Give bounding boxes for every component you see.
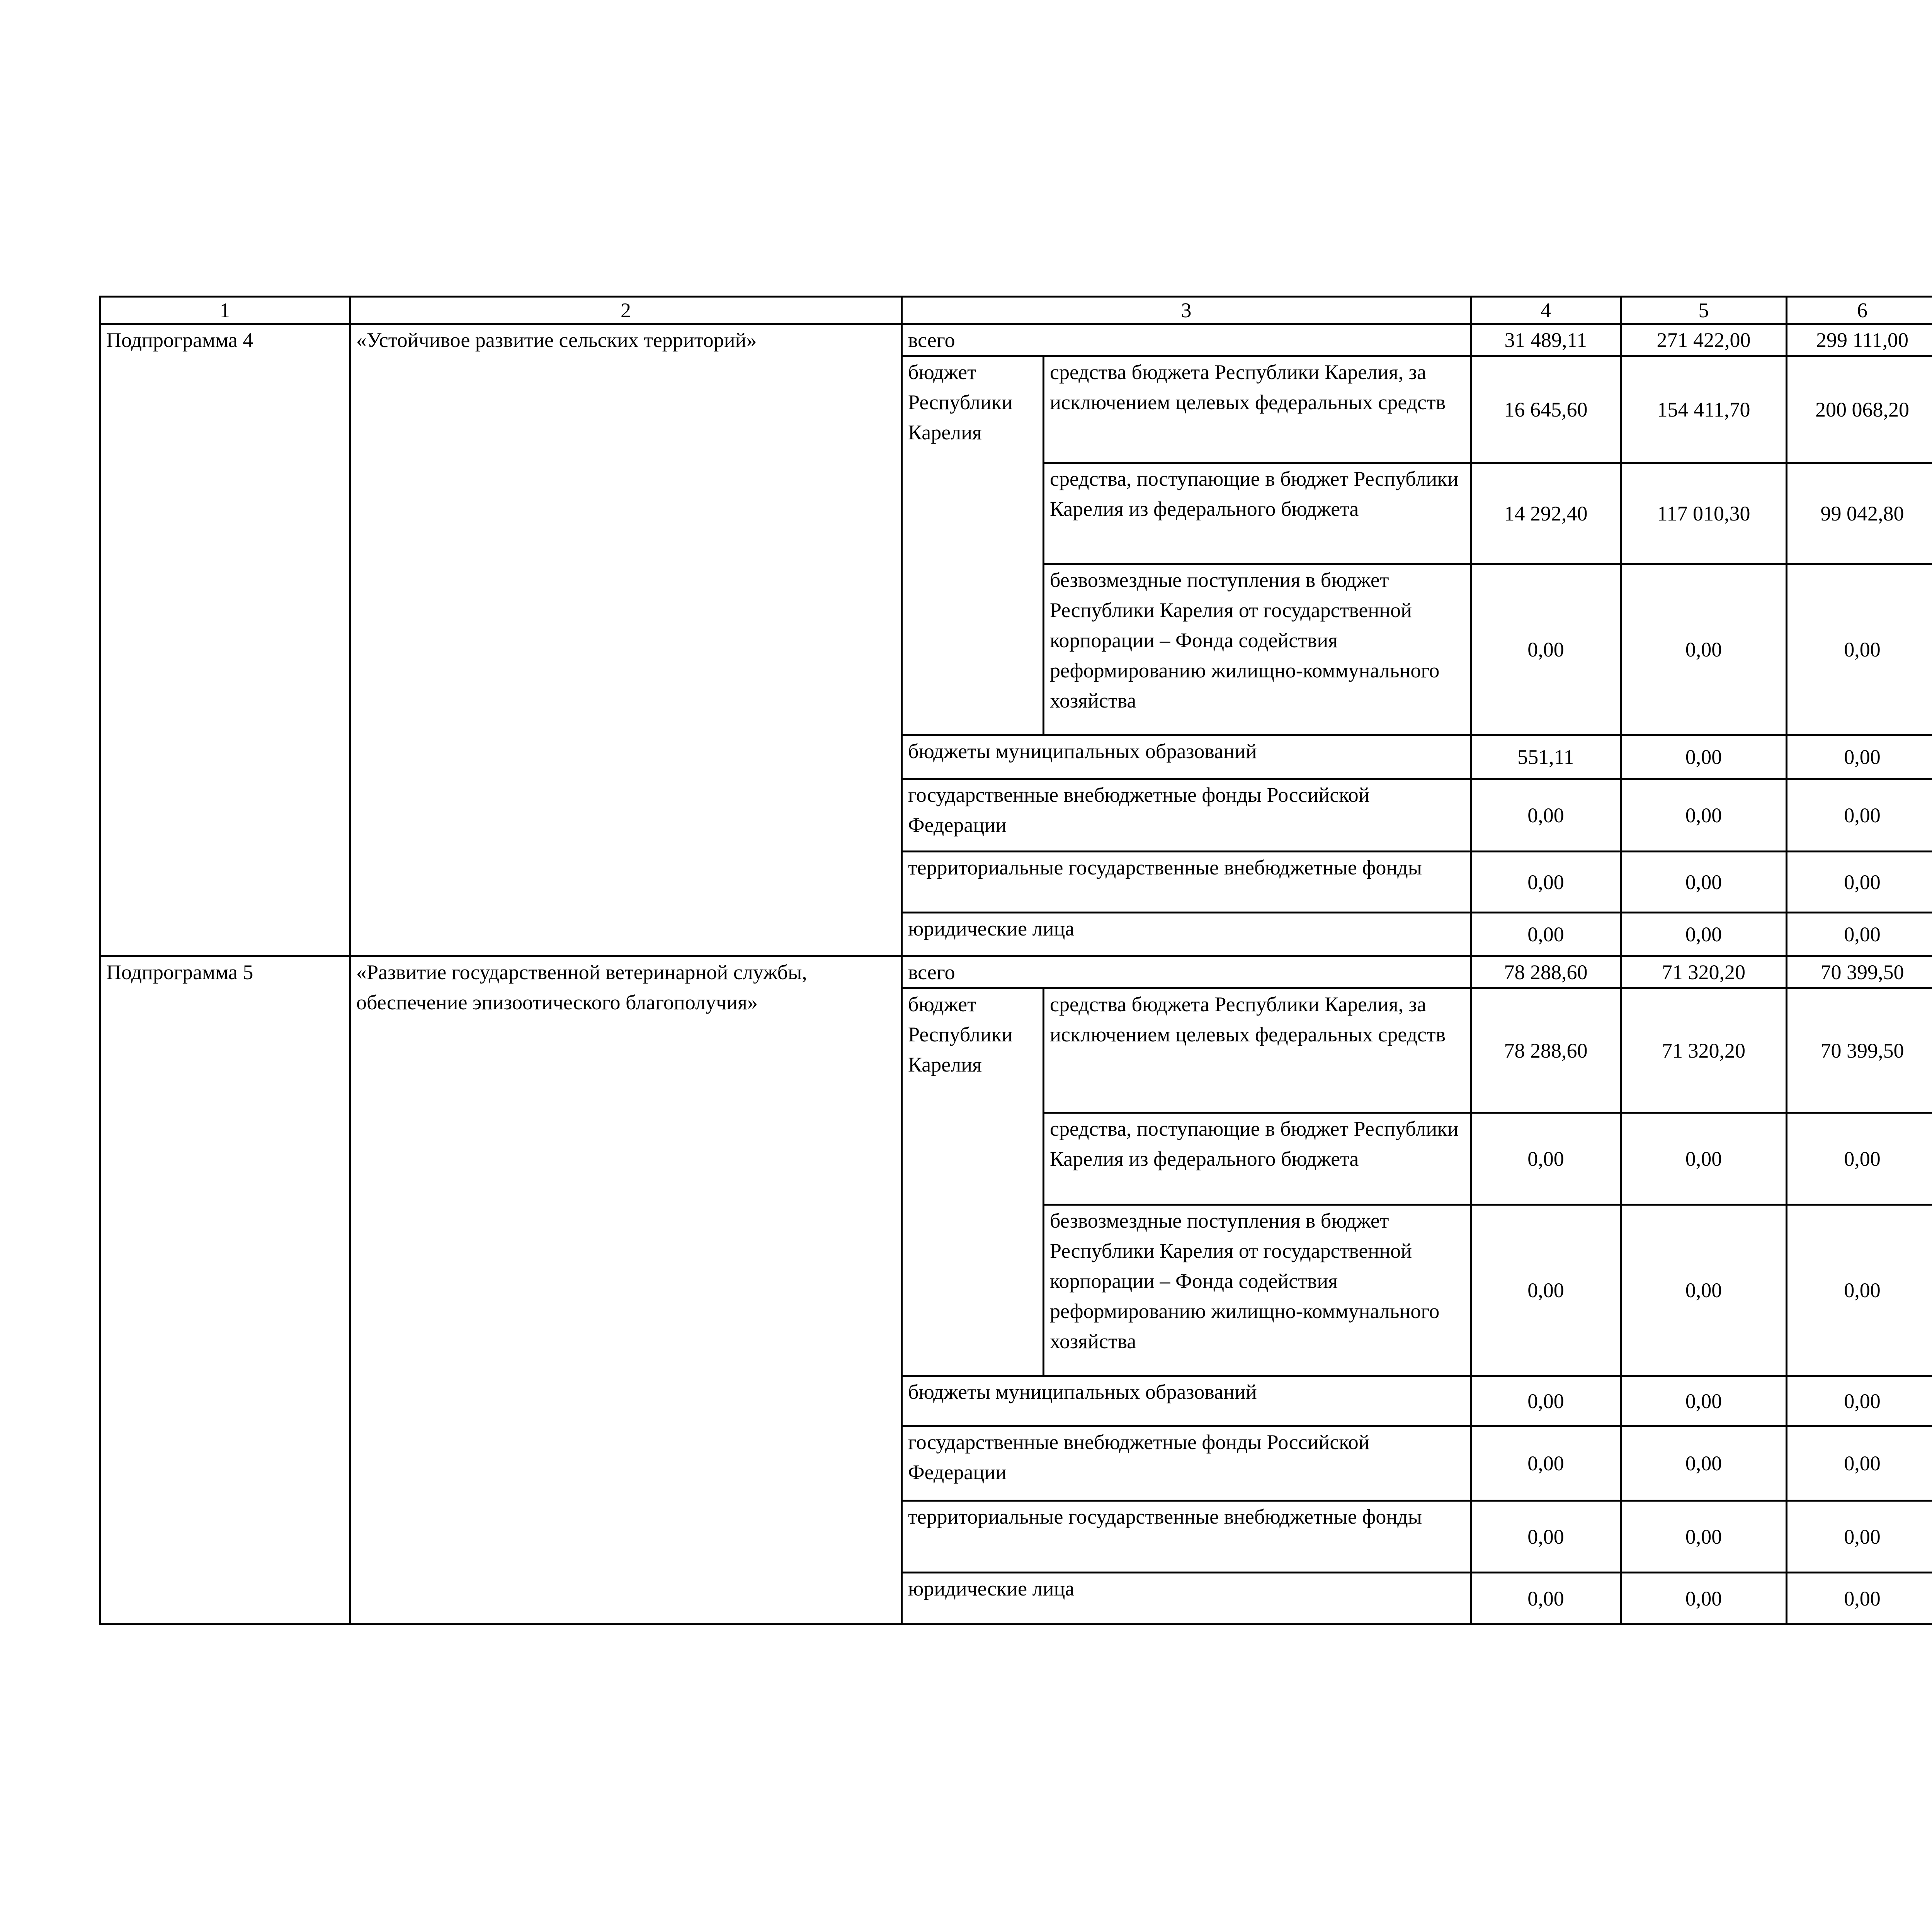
value-cell: 0,00 [1621, 1573, 1787, 1624]
value-cell: 0,00 [1787, 1573, 1932, 1624]
value-cell: 0,00 [1787, 913, 1932, 956]
value-cell: 0,00 [1621, 1376, 1787, 1426]
value-cell: 0,00 [1471, 1573, 1621, 1624]
value-cell: 0,00 [1621, 1113, 1787, 1205]
column-number: 1 [100, 297, 350, 324]
value-cell: 0,00 [1621, 852, 1787, 913]
value-cell: 0,00 [1621, 913, 1787, 956]
value-cell: 0,00 [1621, 1205, 1787, 1376]
value-cell: 0,00 [1471, 1501, 1621, 1573]
value-cell: 0,00 [1787, 735, 1932, 779]
total-label: всего [902, 956, 1471, 988]
subprogram-code: Подпрограмма 4 [100, 324, 350, 956]
source-label: средства бюджета Республики Карелия, за исключением целевых федеральных средств [1044, 988, 1471, 1113]
value-cell: 31 489,11 [1471, 324, 1621, 356]
value-cell: 551,11 [1471, 735, 1621, 779]
value-cell: 78 288,60 [1471, 956, 1621, 988]
value-cell: 0,00 [1621, 1426, 1787, 1501]
value-cell: 0,00 [1787, 1113, 1932, 1205]
source-label: средства, поступающие в бюджет Республики Карелия из федерального бюджета [1044, 463, 1471, 564]
column-number: 3 [902, 297, 1471, 324]
row-total [100, 324, 1932, 356]
value-cell: 0,00 [1471, 913, 1621, 956]
value-cell: 0,00 [1787, 564, 1932, 735]
column-number: 2 [350, 297, 902, 324]
financing-table [99, 296, 1932, 1625]
value-cell: 0,00 [1787, 779, 1932, 852]
source-label: территориальные государственные внебюджетные фонды [902, 852, 1471, 913]
value-cell: 0,00 [1471, 852, 1621, 913]
source-label: государственные внебюджетные фонды Российской Федерации [902, 1426, 1471, 1501]
source-label: юридические лица [902, 1573, 1471, 1624]
value-cell: 0,00 [1787, 1205, 1932, 1376]
value-cell: 200 068,20 [1787, 356, 1932, 463]
source-label: средства, поступающие в бюджет Республики Карелия из федерального бюджета [1044, 1113, 1471, 1205]
value-cell: 271 422,00 [1621, 324, 1787, 356]
subprogram-title: «Развитие государственной ветеринарной службы, обеспечение эпизоотического благополучия» [350, 956, 902, 1624]
value-cell: 0,00 [1621, 1501, 1787, 1573]
value-cell: 0,00 [1471, 1426, 1621, 1501]
value-cell: 0,00 [1471, 1113, 1621, 1205]
source-label: бюджеты муниципальных образований [902, 1376, 1471, 1426]
value-cell: 71 320,20 [1621, 956, 1787, 988]
regional-budget-label: бюджет Республики Карелия [902, 356, 1044, 735]
value-cell: 14 292,40 [1471, 463, 1621, 564]
source-label: государственные внебюджетные фонды Российской Федерации [902, 779, 1471, 852]
column-number: 5 [1621, 297, 1787, 324]
value-cell: 0,00 [1621, 779, 1787, 852]
value-cell: 70 399,50 [1787, 956, 1932, 988]
value-cell: 299 111,00 [1787, 324, 1932, 356]
value-cell: 99 042,80 [1787, 463, 1932, 564]
value-cell: 0,00 [1621, 735, 1787, 779]
row-total [100, 956, 1932, 988]
subprogram-code: Подпрограмма 5 [100, 956, 350, 1624]
value-cell: 0,00 [1787, 1426, 1932, 1501]
value-cell: 0,00 [1787, 1376, 1932, 1426]
value-cell: 71 320,20 [1621, 988, 1787, 1113]
value-cell: 154 411,70 [1621, 356, 1787, 463]
source-label: средства бюджета Республики Карелия, за исключением целевых федеральных средств [1044, 356, 1471, 463]
source-label: юридические лица [902, 913, 1471, 956]
value-cell: 117 010,30 [1621, 463, 1787, 564]
column-number: 4 [1471, 297, 1621, 324]
source-label: территориальные государственные внебюджетные фонды [902, 1501, 1471, 1573]
subprogram-title: «Устойчивое развитие сельских территорий» [350, 324, 902, 956]
value-cell: 0,00 [1621, 564, 1787, 735]
source-label: безвозмездные поступления в бюджет Республики Карелия от государственной корпорации – Фонда содействия реформированию жилищно-коммунального хозяйства [1044, 1205, 1471, 1376]
value-cell: 16 645,60 [1471, 356, 1621, 463]
value-cell: 0,00 [1471, 1376, 1621, 1426]
value-cell: 0,00 [1471, 564, 1621, 735]
source-label: бюджеты муниципальных образований [902, 735, 1471, 779]
value-cell: 0,00 [1471, 779, 1621, 852]
regional-budget-label: бюджет Республики Карелия [902, 988, 1044, 1376]
value-cell: 70 399,50 [1787, 988, 1932, 1113]
column-number: 6 [1787, 297, 1932, 324]
total-label: всего [902, 324, 1471, 356]
value-cell: 0,00 [1471, 1205, 1621, 1376]
value-cell: 78 288,60 [1471, 988, 1621, 1113]
value-cell: 0,00 [1787, 852, 1932, 913]
source-label: безвозмездные поступления в бюджет Республики Карелия от государственной корпорации – Фонда содействия реформированию жилищно-коммунального хозяйства [1044, 564, 1471, 735]
value-cell: 0,00 [1787, 1501, 1932, 1573]
column-number-row [100, 297, 1932, 324]
